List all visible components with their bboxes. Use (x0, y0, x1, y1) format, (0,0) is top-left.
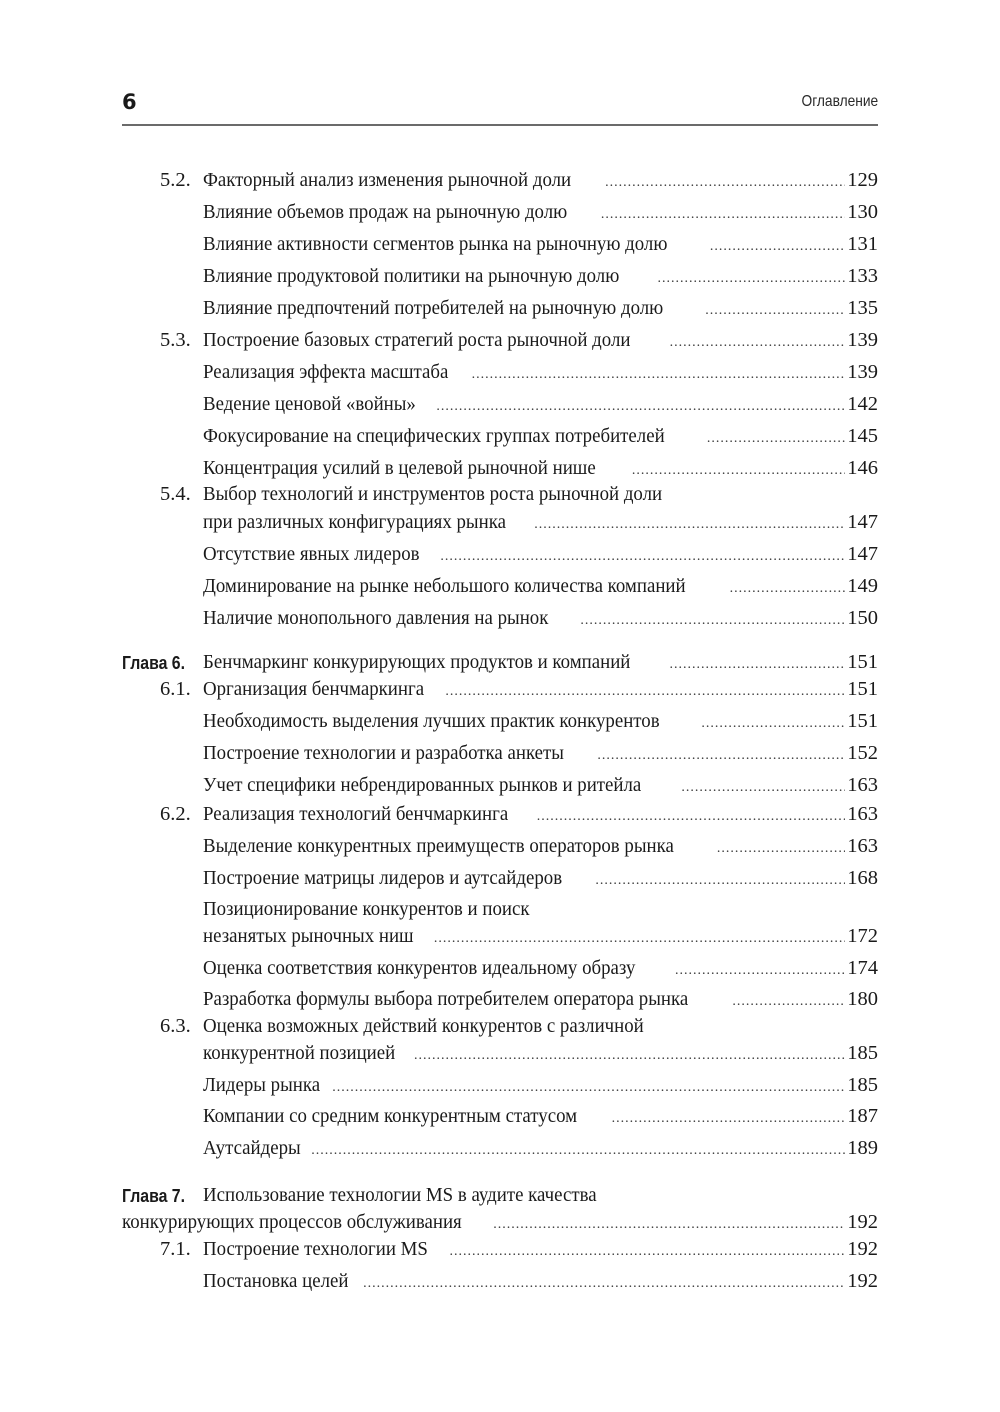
page-ref: 151 (847, 710, 878, 732)
toc-entry-title-line2: конкурирующих процессов обслуживания (122, 1211, 462, 1233)
dot-leader (472, 363, 846, 387)
dot-leader (332, 1076, 845, 1100)
page-ref: 168 (847, 867, 878, 889)
dot-leader (670, 653, 846, 677)
page-ref: 129 (847, 169, 878, 191)
dot-leader (363, 1272, 845, 1296)
page-ref: 174 (847, 957, 878, 979)
page-ref: 146 (847, 457, 878, 479)
page-ref: 139 (847, 361, 878, 383)
dot-leader (732, 990, 845, 1014)
page-ref: 133 (847, 265, 878, 287)
chapter-label: Глава 7. (122, 1186, 186, 1206)
dot-leader (534, 513, 845, 537)
toc-entry-title: Влияние активности сегментов рынка на рыночную долю (203, 233, 668, 255)
toc-entry-title-line1: Использование технологии MS в аудите качества (203, 1184, 597, 1206)
toc-entry-title: Доминирование на рынке небольшого количества компаний (203, 575, 686, 597)
toc-entry-title: Фокусирование на специфических группах потребителей (203, 425, 665, 447)
toc-entry-title: Бенчмаркинг конкурирующих продуктов и компаний (203, 651, 631, 673)
toc-entry-title-line1: Выбор технологий и инструментов роста рыночной доли (203, 483, 663, 505)
section-number: 6.1. (160, 678, 191, 700)
toc-entry-title: Лидеры рынка (203, 1074, 321, 1096)
dot-leader (580, 609, 845, 633)
toc-entry-title: Ведение ценовой «войны» (203, 393, 416, 415)
page-ref: 142 (847, 393, 878, 415)
dot-leader (445, 680, 845, 704)
page-ref: 163 (847, 835, 878, 857)
dot-leader (537, 805, 846, 829)
section-number: 6.2. (160, 803, 191, 825)
dot-leader (605, 171, 845, 195)
toc-entry-title: Влияние объемов продаж на рыночную долю (203, 201, 568, 223)
page-number: 6 (122, 90, 137, 114)
section-number: 5.4. (160, 483, 191, 505)
dot-leader (449, 1240, 845, 1264)
toc-entry-title: Построение технологии MS (203, 1238, 428, 1260)
toc-entry-title: Влияние продуктовой политики на рыночную долю (203, 265, 620, 287)
toc-entry-title: Организация бенчмаркинга (203, 678, 425, 700)
dot-leader (601, 203, 845, 227)
page-ref: 180 (847, 988, 878, 1010)
toc-entry-title: Построение базовых стратегий роста рыночной доли (203, 329, 631, 351)
section-number: 7.1. (160, 1238, 191, 1260)
page-ref: 147 (847, 511, 878, 533)
toc-entry-title: Влияние предпочтений потребителей на рыночную долю (203, 297, 664, 319)
dot-leader (730, 577, 846, 601)
section-number: 6.3. (160, 1015, 191, 1037)
page-ref: 139 (847, 329, 878, 351)
dot-leader (436, 395, 845, 419)
page-ref: 145 (847, 425, 878, 447)
toc-entry-title-line1: Оценка возможных действий конкурентов с различной (203, 1015, 644, 1037)
page-ref: 192 (847, 1270, 878, 1292)
dot-leader (675, 959, 845, 983)
toc-entry-title: Наличие монопольного давления на рынок (203, 607, 549, 629)
page-ref: 185 (847, 1074, 878, 1096)
dot-leader (658, 267, 846, 291)
dot-leader (705, 299, 845, 323)
dot-leader (707, 427, 845, 451)
dot-leader (595, 869, 845, 893)
page-ref: 135 (847, 297, 878, 319)
page-ref: 130 (847, 201, 878, 223)
section-number: 5.2. (160, 169, 191, 191)
toc-entry-title-line2: конкурентной позицией (203, 1042, 396, 1064)
toc-entry-title: Постановка целей (203, 1270, 349, 1292)
toc-entry-title-line2: при различных конфигурациях рынка (203, 511, 506, 533)
dot-leader (493, 1213, 845, 1237)
section-number: 5.3. (160, 329, 191, 351)
toc-entry-title: Оценка соответствия конкурентов идеальному образу (203, 957, 636, 979)
dot-leader (434, 927, 845, 951)
dot-leader (612, 1107, 846, 1131)
page-ref: 163 (847, 803, 878, 825)
dot-leader (710, 235, 845, 259)
page-ref: 192 (847, 1211, 878, 1233)
page-ref: 187 (847, 1105, 878, 1127)
toc-entry-title: Концентрация усилий в целевой рыночной нише (203, 457, 596, 479)
toc-entry-title: Построение технологии и разработка анкеты (203, 742, 564, 764)
dot-leader (717, 837, 845, 861)
toc-entry-title: Разработка формулы выбора потребителем оператора рынка (203, 988, 689, 1010)
dot-leader (414, 1044, 845, 1068)
page-ref: 152 (847, 742, 878, 764)
page-ref: 192 (847, 1238, 878, 1260)
page-ref: 150 (847, 607, 878, 629)
running-title: Оглавление (801, 93, 878, 110)
page-ref: 172 (847, 925, 878, 947)
toc-entry-title: Построение матрицы лидеров и аутсайдеров (203, 867, 563, 889)
page-header (122, 88, 878, 126)
page-ref: 163 (847, 774, 878, 796)
page-ref: 151 (847, 678, 878, 700)
toc-entry-title: Отсутствие явных лидеров (203, 543, 420, 565)
page-ref: 131 (847, 233, 878, 255)
page-ref: 147 (847, 543, 878, 565)
page-ref: 185 (847, 1042, 878, 1064)
page-ref: 151 (847, 651, 878, 673)
chapter-label: Глава 6. (122, 653, 186, 673)
dot-leader (597, 744, 845, 768)
dot-leader (440, 545, 845, 569)
toc-entry-title: Аутсайдеры (203, 1137, 301, 1159)
toc-entry-title-line1: Позиционирование конкурентов и поиск (203, 898, 530, 920)
toc-entry-title: Реализация технологий бенчмаркинга (203, 803, 509, 825)
dot-leader (632, 459, 845, 483)
toc-entry-title: Реализация эффекта масштаба (203, 361, 449, 383)
page-ref: 149 (847, 575, 878, 597)
page-ref: 189 (847, 1137, 878, 1159)
toc-entry-title: Компании со средним конкурентным статусом (203, 1105, 578, 1127)
dot-leader (701, 712, 845, 736)
toc-entry-title-line2: незанятых рыночных ниш (203, 925, 414, 947)
toc-entry-title: Факторный анализ изменения рыночной доли (203, 169, 572, 191)
toc-entry-title: Выделение конкурентных преимуществ операторов рынка (203, 835, 674, 857)
dot-leader (670, 331, 846, 355)
toc-entry-title: Учет специфики небрендированных рынков и ритейла (203, 774, 642, 796)
dot-leader (681, 776, 845, 800)
dot-leader (311, 1139, 845, 1163)
toc-entry-title: Необходимость выделения лучших практик конкурентов (203, 710, 660, 732)
